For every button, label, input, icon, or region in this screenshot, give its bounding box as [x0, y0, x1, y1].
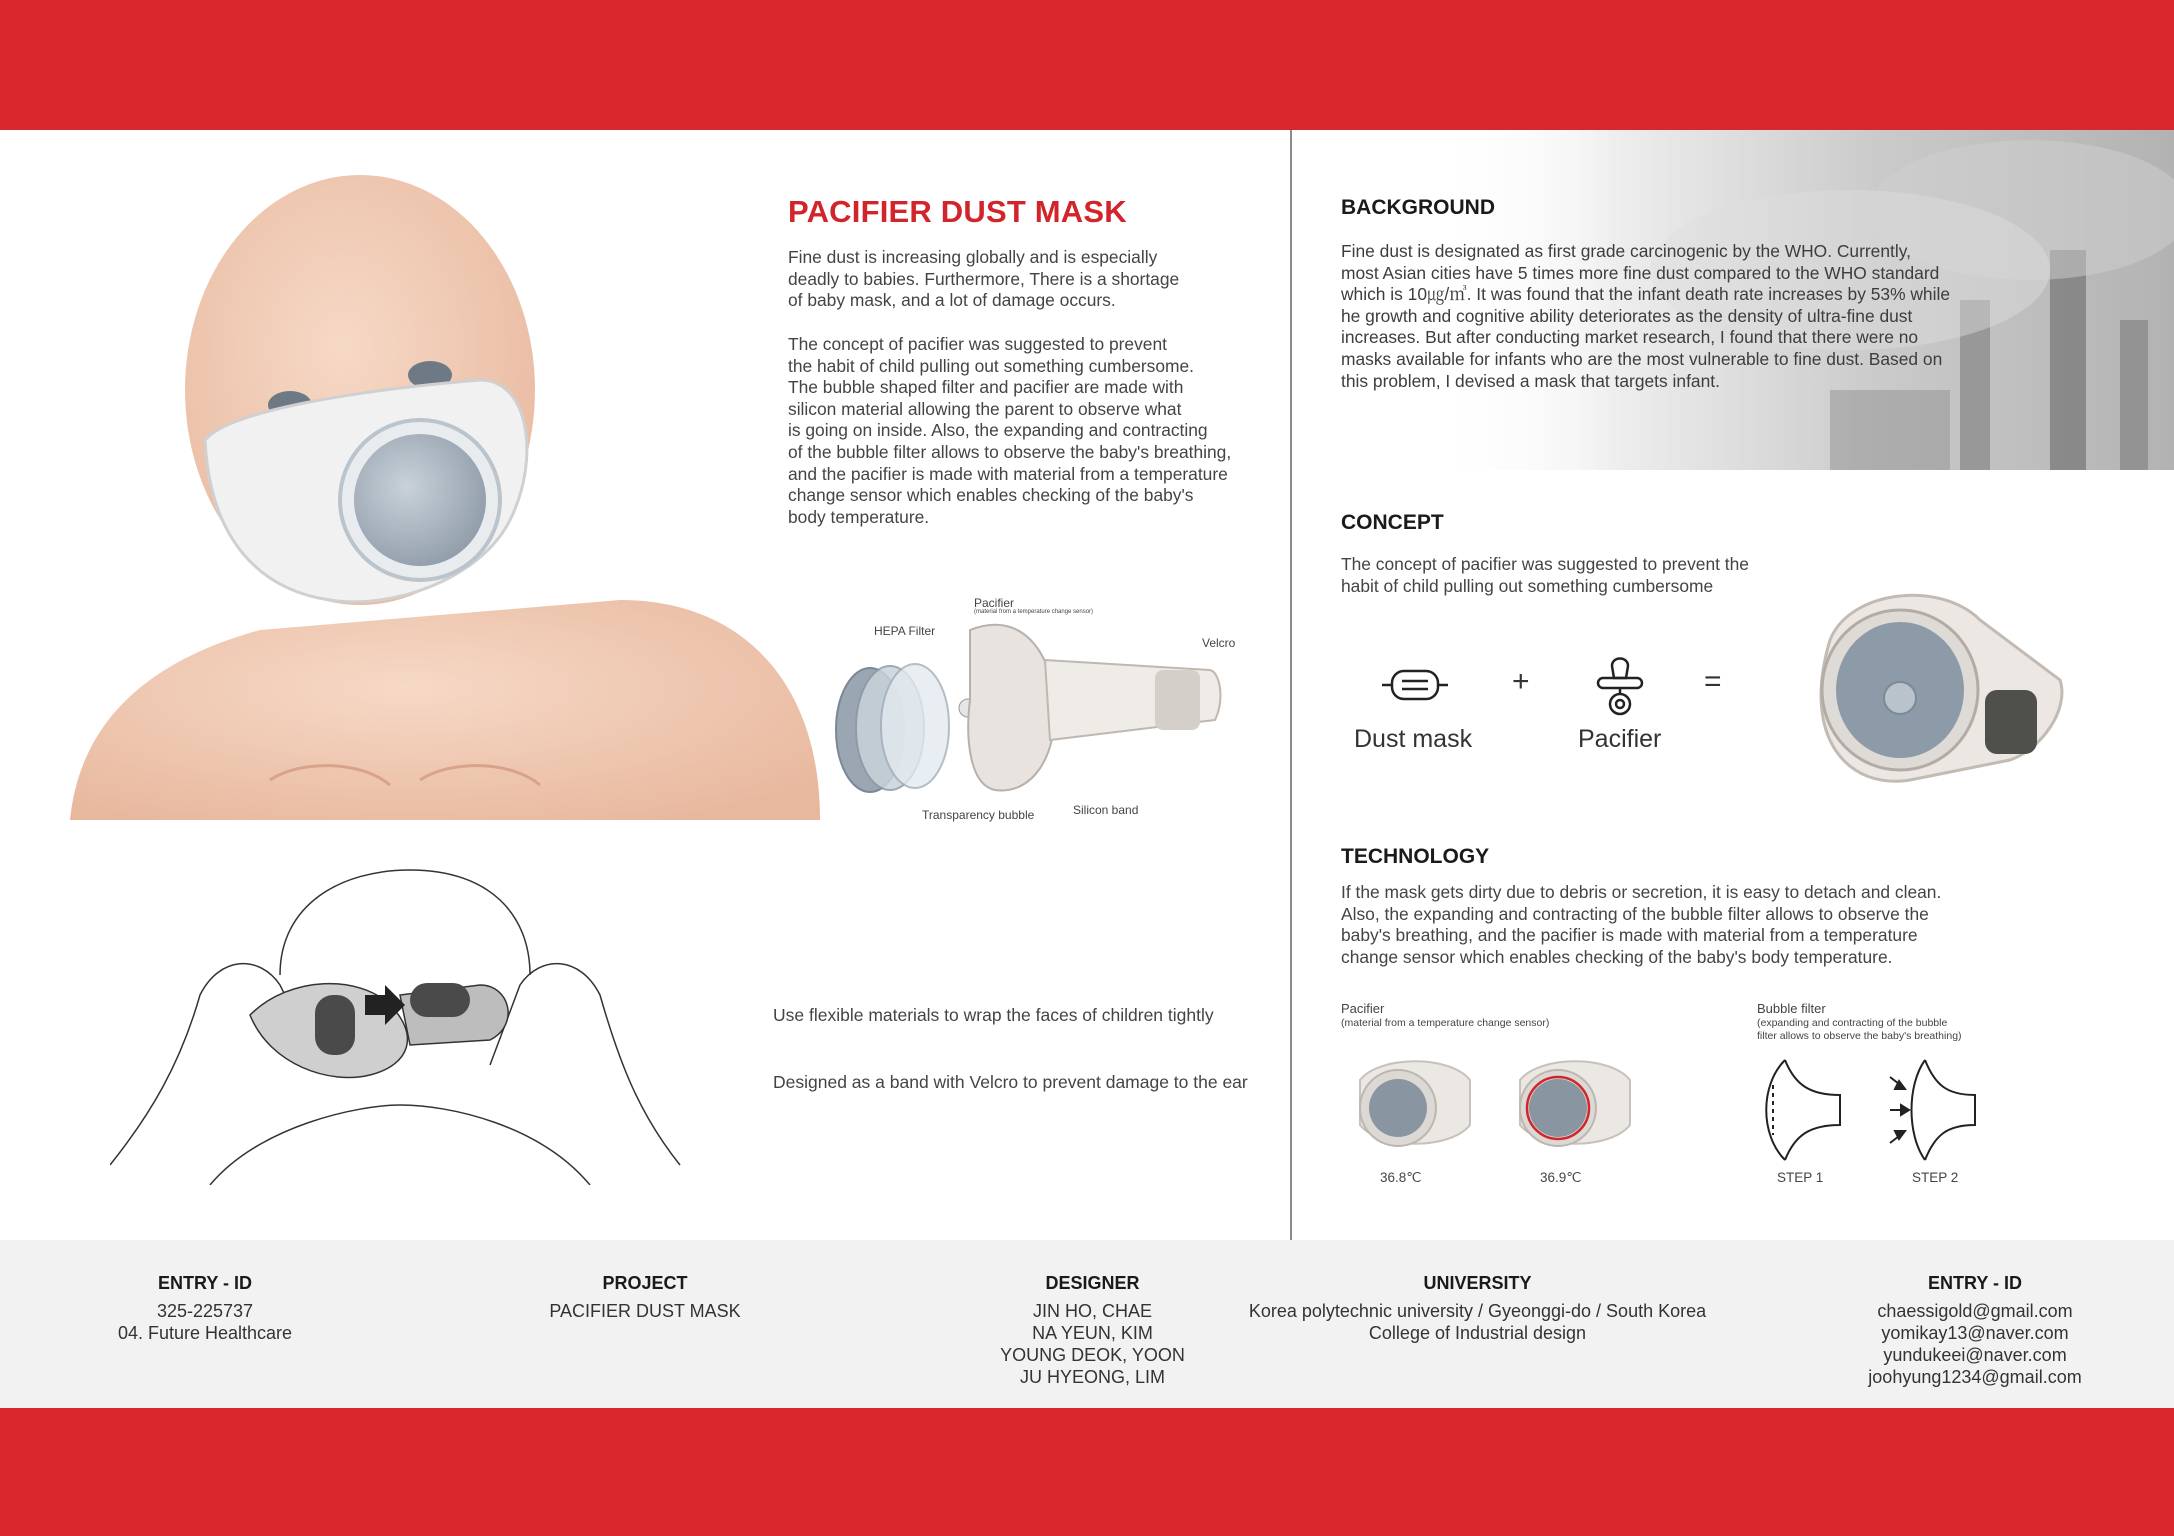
background-heading: BACKGROUND — [1341, 196, 1495, 219]
technology-line: change sensor which enables checking of the baby's body temperature. — [1341, 946, 1893, 967]
label-transparency-bubble: Transparency bubble — [922, 808, 1035, 822]
footer-designer-line: YOUNG DEOK, YOON — [1000, 1345, 1185, 1365]
intro-line: of baby mask, and a lot of damage occurs. — [788, 290, 1116, 311]
background-line: this problem, I devised a mask that targets infant. — [1341, 370, 1720, 391]
background-line: increases. But after conducting market research, I found that there were no — [1341, 327, 1919, 348]
footer-email[interactable]: yomikay13@naver.com — [1881, 1323, 2069, 1343]
bubble-step2-diagram — [1885, 1055, 1985, 1165]
intro-line: The bubble shaped filter and pacifier are made with — [788, 377, 1184, 398]
tech-bubble-note-2: filter allows to observe the baby's breathing) — [1757, 1030, 1962, 1042]
intro-line: body temperature. — [788, 506, 930, 527]
pacifier-mask-cool-render — [1340, 1050, 1480, 1160]
bubble-step1-diagram — [1755, 1055, 1855, 1165]
intro-paragraph-2 — [788, 334, 1278, 528]
pacifier-mask-warm-render — [1500, 1050, 1640, 1160]
footer-contact — [1830, 1272, 2120, 1388]
top-red-band — [0, 0, 2174, 130]
background-line: Fine dust is designated as first grade carcinogenic by the WHO. Currently, — [1341, 241, 1911, 261]
intro-paragraph-1 — [788, 247, 1258, 312]
background-line: he growth and cognitive ability deteriorates as the density of ultra-fine dust — [1341, 305, 1913, 326]
tech-pacifier-note: (material from a temperature change sensor) — [1341, 1017, 1550, 1029]
intro-line: is going on inside. Also, the expanding and contracting — [788, 420, 1208, 441]
footer-university-line: Korea polytechnic university / Gyeonggi-do / South Korea — [1248, 1301, 1707, 1321]
mask-product-render — [1790, 580, 2070, 790]
feature-caption-2: Designed as a band with Velcro to prevent damage to the ear — [773, 1072, 1248, 1092]
footer-entry-id — [65, 1272, 345, 1344]
intro-line: silicon material allowing the parent to observe what — [788, 398, 1182, 419]
footer-designer-heading: DESIGNER — [1045, 1273, 1140, 1293]
footer-university-heading: UNIVERSITY — [1423, 1273, 1532, 1293]
background-line: most Asian cities have 5 times more fine dust compared to the WHO standard — [1341, 262, 1940, 283]
background-line: which is 10㎍/㎥. It was found that the infant death rate increases by 53% while — [1341, 284, 1951, 305]
dust-mask-icon — [1380, 665, 1450, 705]
intro-line: and the pacifier is made with material from a temperature — [788, 463, 1228, 484]
exploded-view-diagram — [820, 590, 1280, 830]
footer-university — [1220, 1272, 1735, 1344]
footer-university-line: College of Industrial design — [1368, 1323, 1587, 1343]
footer-entry-id-line: 325-225737 — [156, 1301, 254, 1321]
step-2-label: STEP 2 — [1912, 1170, 1959, 1185]
intro-line: the habit of child pulling out something cumbersome. — [788, 355, 1195, 376]
concept-heading: CONCEPT — [1341, 511, 1444, 534]
footer-designer-line: JU HYEONG, LIM — [1019, 1367, 1166, 1387]
intro-line: Fine dust is increasing globally and is especially — [788, 247, 1158, 267]
technology-heading: TECHNOLOGY — [1341, 845, 1490, 868]
page-title: PACIFIER DUST MASK — [788, 194, 1127, 229]
footer-entry-id-heading: ENTRY - ID — [157, 1273, 252, 1293]
footer-designer-line: JIN HO, CHAE — [1032, 1301, 1152, 1321]
intro-line: deadly to babies. Furthermore, There is a shortage — [788, 268, 1180, 289]
label-silicon-band: Silicon band — [1073, 803, 1139, 817]
label-hepa-filter: HEPA Filter — [874, 624, 936, 638]
footer-contact-heading: ENTRY - ID — [1927, 1273, 2022, 1293]
intro-line: The concept of pacifier was suggested to prevent — [788, 334, 1167, 354]
feature-caption-1: Use flexible materials to wrap the faces of children tightly — [773, 1005, 1214, 1025]
footer-project-line: PACIFIER DUST MASK — [549, 1301, 741, 1321]
technology-text — [1341, 882, 2041, 968]
background-line: masks available for infants who are the most vulnerable to fine dust. Based on — [1341, 348, 1943, 369]
technology-line: If the mask gets dirty due to debris or secretion, it is easy to detach and clean. — [1341, 882, 1942, 902]
footer-project — [505, 1272, 785, 1322]
center-divider — [1290, 130, 1292, 1240]
intro-line: change sensor which enables checking of the baby's — [788, 485, 1194, 506]
footer-entry-id-line: 04. Future Healthcare — [117, 1323, 293, 1343]
bottom-red-band — [0, 1408, 2174, 1536]
temperature-readout-2: 36.9℃ — [1540, 1170, 1582, 1185]
footer-designer-line: NA YEUN, KIM — [1032, 1323, 1153, 1343]
label-pacifier-note: (material from a temperature change sensor) — [974, 609, 1094, 615]
plus-sign: + — [1512, 665, 1530, 698]
dust-mask-label: Dust mask — [1354, 725, 1473, 753]
technology-line: baby's breathing, and the pacifier is made with material from a temperature — [1341, 925, 1918, 946]
step-1-label: STEP 1 — [1777, 1170, 1824, 1185]
footer-email[interactable]: yundukeei@naver.com — [1883, 1345, 2067, 1365]
temperature-readout-1: 36.8℃ — [1380, 1170, 1422, 1185]
footer-designer — [950, 1272, 1235, 1388]
hands-sketch-illustration — [110, 865, 690, 1185]
intro-line: of the bubble filter allows to observe the baby's breathing, — [788, 441, 1232, 462]
concept-line: The concept of pacifier was suggested to prevent the — [1341, 554, 1749, 574]
baby-with-mask-photo — [60, 160, 820, 830]
concept-text — [1341, 554, 1821, 597]
tech-pacifier-label: Pacifier — [1341, 1001, 1385, 1016]
equals-sign: = — [1704, 665, 1722, 698]
technology-line: Also, the expanding and contracting of the bubble filter allows to observe the — [1341, 903, 1929, 924]
label-pacifier: Pacifier — [974, 596, 1015, 610]
concept-line: habit of child pulling out something cumbersome — [1341, 575, 1714, 596]
footer-project-heading: PROJECT — [602, 1273, 688, 1293]
tech-bubble-note-1: (expanding and contracting of the bubble — [1757, 1017, 1948, 1029]
pacifier-label: Pacifier — [1578, 725, 1662, 753]
footer-email[interactable]: chaessigold@gmail.com — [1877, 1301, 2073, 1321]
footer-email[interactable]: joohyung1234@gmail.com — [1868, 1367, 2082, 1387]
background-text — [1341, 241, 2041, 392]
pacifier-icon — [1592, 650, 1648, 720]
label-velcro: Velcro — [1202, 636, 1236, 650]
tech-bubble-label: Bubble filter — [1757, 1001, 1826, 1016]
